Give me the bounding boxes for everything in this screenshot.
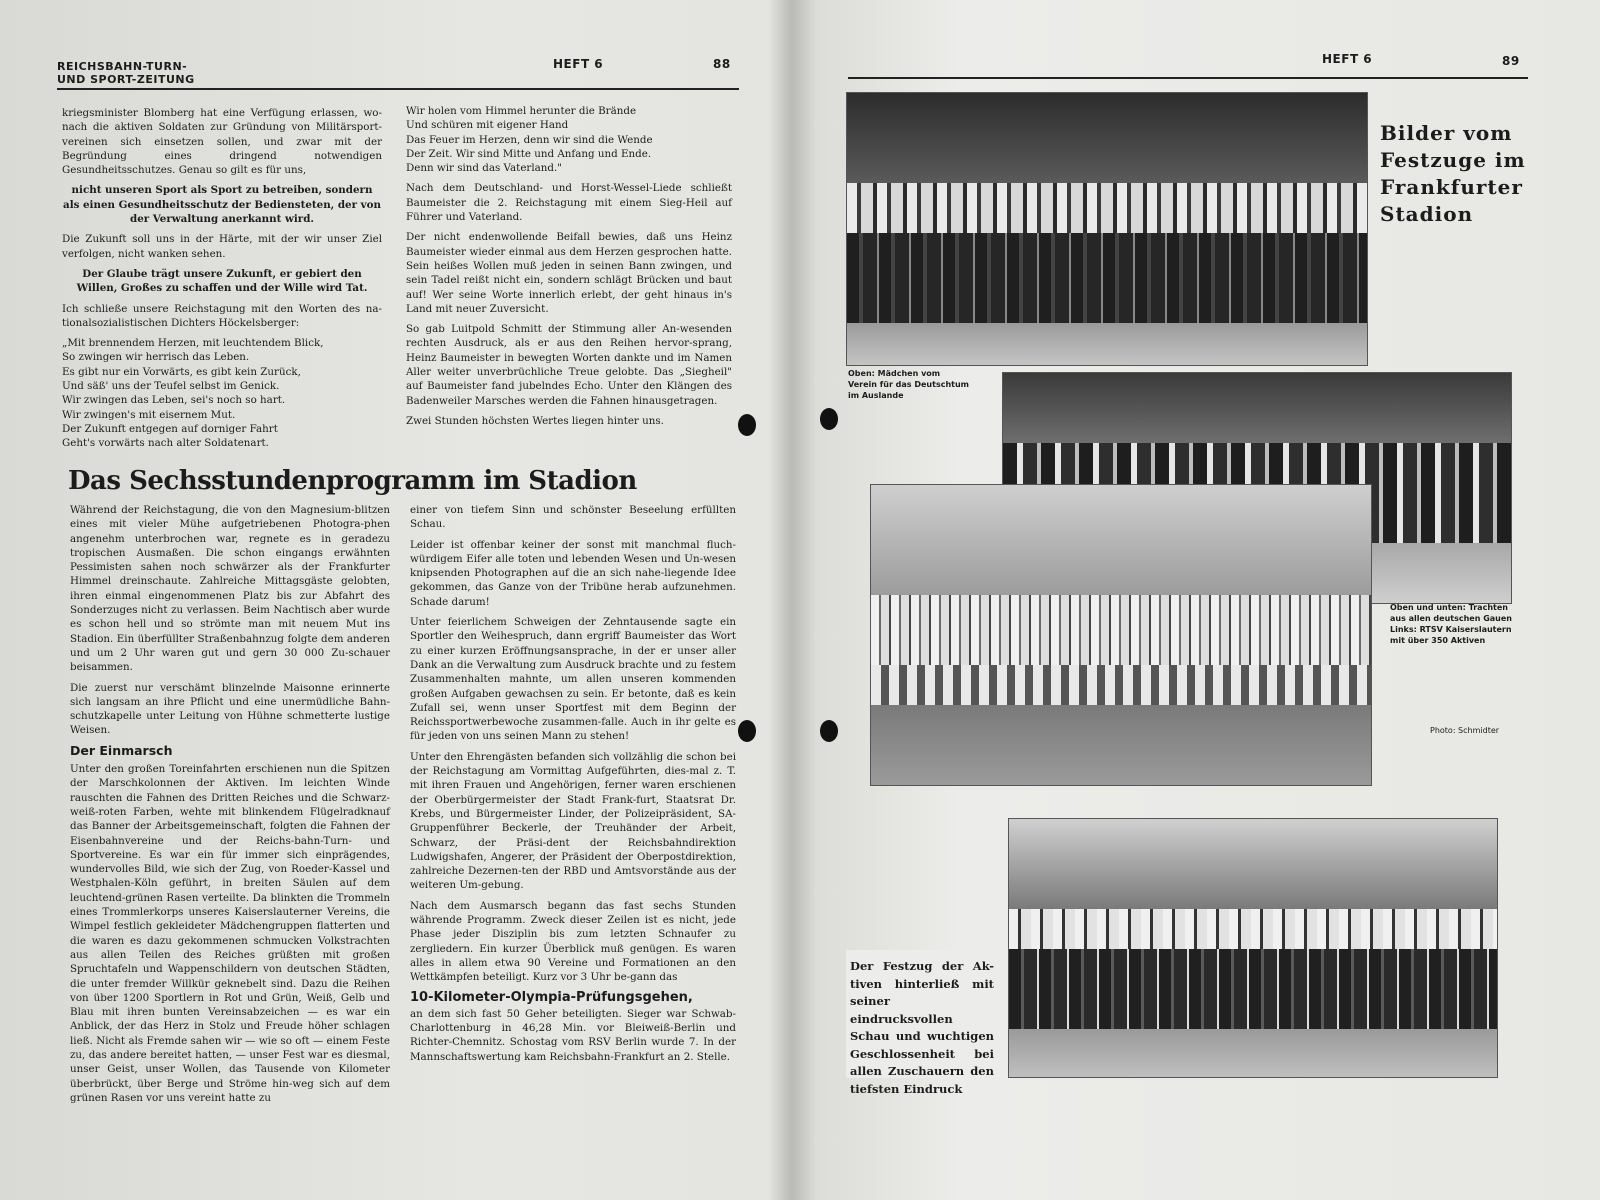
section-subheading: 10-Kilometer-Olympia-Prüfungsgehen, — [410, 989, 693, 1005]
paragraph: Unter den Ehrengästen befanden sich vollzählig die schon bei der Reichstagung am Vormittag Aufgeführten, dies-mal z. T. mit ihren Frauen und Angehörigen, ferner waren erschienen der Oberbürgermeister der Stadt Frank-furt, Staatsrat Dr. Krebs, und Bürgermeister Linder, der Polizeipräsident, SA-Gruppenführer Beckerle, der Treuhänder der Arbeit, Schwarz, der Präsi-dent der Reichsbahndirektion Ludwigshafen, Angerer, der Präsident der Oberpostdirektion, zahlreiche Dezernen-ten der RBD und Amtsvorstände aus der weiteren Um-gebung. — [410, 750, 736, 892]
photo-sky — [1009, 819, 1497, 909]
page-number: 89 — [1502, 54, 1520, 68]
poem-line: „Mit brennendem Herzen, mit leuchtendem Blick, — [62, 337, 324, 350]
header-publication-line1: REICHSBAHN-TURN- — [57, 60, 188, 73]
poem-line: Und säß' uns der Teufel selbst im Genick. — [62, 380, 280, 393]
paragraph: Die zuerst nur verschämt blinzelnde Maisonne erinnerte sich langsam an ihre Pflicht und eine unermüdliche Bahn-schutzkapelle unter Leitung von Hühne schmetterte lustige Weisen. — [70, 681, 390, 737]
caption-line: mit über 350 Aktiven — [1390, 636, 1486, 645]
poem-line: Geht's vorwärts nach alter Soldatenart. — [62, 437, 269, 450]
paragraph: Nach dem Deutschland- und Horst-Wessel-Liede schließt Baumeister die 2. Reichstagung mit einem Sieg-Heil auf Führer und Vaterland. — [406, 182, 732, 224]
photo-drummers-kaiserslautern — [870, 484, 1372, 786]
binder-hole — [738, 414, 756, 436]
emphasis-paragraph: Der Glaube trägt unsere Zukunft, er gebiert den Willen, Großes zu schaffen und der Wille wird Tat. — [76, 267, 368, 295]
poem-line: Wir zwingen das Leben, sei's noch so hart. — [62, 394, 286, 407]
article-headline: Das Sechsstundenprogramm im Stadion — [68, 466, 637, 496]
binder-hole — [820, 408, 838, 430]
right-page — [790, 0, 1590, 1200]
poem — [62, 336, 382, 450]
caption-line: aus allen deutschen Gauen — [1390, 614, 1512, 623]
header-rule — [57, 88, 739, 90]
photo-trees — [1003, 373, 1511, 443]
caption-line: Oben und unten: Trachten — [1390, 603, 1508, 612]
title-line: Festzuge im — [1380, 148, 1526, 172]
title-line: Frankfurter — [1380, 175, 1523, 199]
paragraph: Leider ist offenbar keiner der sonst mit manchmal fluch-würdigem Eifer alle toten und lebenden Wesen und Un-wesen knipsenden Photographen auf die an sich nahe-liegende Idee gekommen, das Ganze von der Tribüne herab aufzunehmen. Schade darum! — [410, 538, 736, 608]
poem-line: Es gibt nur ein Vorwärts, es gibt kein Zurück, — [62, 365, 301, 378]
photo-crowd-upper — [1009, 909, 1497, 949]
caption-line: Verein für das Deutschtum — [848, 380, 969, 389]
poem-line: Das Feuer im Herzen, denn wir sind die Wende — [406, 133, 653, 146]
section-subheading: Der Einmarsch — [70, 742, 173, 758]
photo-ground — [1009, 1029, 1497, 1077]
header-rule — [848, 77, 1528, 79]
photo-trees — [847, 93, 1367, 183]
header-issue: HEFT 6 — [553, 57, 604, 71]
photo-crowd-upper — [847, 183, 1367, 233]
paragraph: Unter feierlichem Schweigen der Zehntausende sagte ein Sportler den Weihespruch, dann ergriff Baumeister das Wort zu einer kurzen Eröffnungsansprache, in der er unser aller Dank an die Verwaltung zum Ausdruck brachte und zu festem Zusammenhalten mahnte, um allen unseren kommenden großen Aufgaben gewachsen zu sein. Er betonte, daß es kein Zufall sei, wenn unser Sportfest mit dem Beginn der Reichssportwerbewoche zusammen-falle. Auch in ihr gelte es für jeden von uns seinen Mann zu stehen! — [410, 616, 736, 743]
paragraph: So gab Luitpold Schmitt der Stimmung aller An-wesenden rechten Ausdruck, als er aus den Reihen hervor-sprang, Heinz Baumeister in bewegten Worten dankte und im Namen Aller weiter unverbrüchliche Treue gelobte. Das „Siegheil" auf Baumeister fand jubelndes Echo. Unter den Klängen des Badenweiler Marsches werden die Fahnen hinausgetragen. — [406, 323, 732, 407]
poem-line: Der Zeit. Wir sind Mitte und Anfang und Ende. — [406, 147, 652, 160]
photo-crowd-lower — [847, 233, 1367, 323]
photo-crowd-lower — [1009, 949, 1497, 1029]
caption-line: Oben: Mädchen vom — [848, 369, 941, 378]
caption-middle-photos — [1390, 602, 1520, 646]
photo-crowd — [871, 595, 1371, 665]
paragraph: Zwei Stunden höchsten Wertes liegen hinter uns. — [406, 414, 664, 427]
binder-hole — [738, 720, 756, 742]
caption-top-photo — [848, 368, 988, 401]
poem-line: Und schüren mit eigener Hand — [406, 119, 569, 132]
binder-hole — [820, 720, 838, 742]
poem-line: Der Zukunft entgegen auf dorniger Fahrt — [62, 422, 278, 435]
photo-festzug-flags — [1008, 818, 1498, 1078]
poem-line: Wir holen vom Himmel herunter die Brände — [406, 105, 637, 117]
column-right-bottom — [410, 503, 736, 1070]
poem-continued — [406, 104, 732, 175]
page-number: 88 — [713, 57, 731, 71]
caption-bottom-photo: Der Festzug der Ak-tiven hinterließ mit seiner eindrucksvollen Schau und wuchtigen Geschlossenheit bei allen Zuschauern den tiefsten Eindruck — [850, 959, 994, 1096]
caption-line: im Auslande — [848, 391, 904, 400]
paragraph: Nach dem Ausmarsch begann das fast sechs Stunden währende Programm. Zweck dieser Zeilen ist es nicht, jede Phase jeder Disziplin bis zum letzten Schnaufer zu zergliedern. Ein kurzer Überblick muß genügen. Es waren alles in allem etwa 90 Vereine und Formationen an den Wettkämpfen beteiligt. Kurz vor 3 Uhr be-gann das — [410, 899, 736, 984]
photo-ground — [871, 705, 1371, 785]
paragraph: Die Zukunft soll uns in der Härte, mit der wir unser Ziel verfolgen, nicht wanken sehen. — [62, 233, 382, 260]
title-line: Bilder vom — [1380, 121, 1513, 145]
paragraph: Der nicht endenwollende Beifall bewies, daß uns Heinz Baumeister wieder einmal aus dem Herzen gesprochen hatte. Sein heißes Wollen muß jeden in seinen Bann zwingen, und sein Tadel reißt nicht ein, sondern schlägt Brücken und baut auf! Wer seine Worte innerlich erlebt, der geht hinaus in's Land mit neuer Zuversicht. — [406, 231, 732, 315]
paragraph: Ich schließe unsere Reichstagung mit den Worten des na-tionalsozialistischen Dichters Höckelsberger: — [62, 302, 382, 329]
paragraph: Unter den großen Toreinfahrten erschienen nun die Spitzen der Marschkolonnen der Aktiven. Im leichten Winde rauschten die Fahnen des Dritten Reiches und die Schwarz-weiß-roten Farben, wehte mit blinkendem Flügelradknauf das Banner der Arbeitsgemeinschaft, folgten die Fahnen der Eisenbahnvereine und der Reichs-bahn-Turn- und Sportvereine. Es war ein für immer sich einprägendes, wundervolles Bild, wie sich der Zug, von Roeder-Kassel und Westphalen-Köln geführt, in breiten Säulen auf dem leuchtend-grünen Rasen verteilte. Da blinkten die Trommeln eines Trommlerkorps unseres Kaiserslauterner Vereins, die Wimpel festlich gekleideter Mädchengruppen flatterten und die waren es dazu gekommenen schmucken Volkstrachten aus allen Teilen des Reiches grüßten mit großen Spruchtafeln und Wappenschildern von deutschen Städten, die unter fremder Willkür geknebelt sind. Dazu die Reihen von über 1200 Sportlern in Rot und Grün, Weiß, Gelb und Blau mit ihren bunten Vereinsabzeichen — es war ein Anblick, der das Herz in Stolz und Freude höher schlagen ließ. Nicht als Fremde sahen wir — wie so oft — einem Feste zu, das andere bereitet hatten, — unser Fest war es diesmal, unser Geist, unser Wollen, das Tausende von Kilometer überbrückt, über Berge und Ströme hin-weg sich auf dem grünen Rasen vor uns vereint hatte zu — [70, 763, 390, 1104]
title-line: Stadion — [1380, 202, 1474, 226]
photo-page-title — [1380, 120, 1580, 228]
photo-credit: Photo: Schmidter — [1430, 726, 1500, 735]
photo-drums — [871, 665, 1371, 705]
column-right-top — [406, 104, 732, 434]
header-issue: HEFT 6 — [1322, 52, 1373, 66]
column-left-top — [62, 106, 382, 451]
caption-line: Links: RTSV Kaiserslautern — [1390, 625, 1512, 634]
column-left-bottom — [70, 503, 390, 1111]
emphasis-paragraph: nicht unseren Sport als Sport zu betreiben, sondern als einen Gesundheitsschutz der Bediensteten, der von der Verwaltung anerkannt wird. — [63, 184, 381, 226]
paragraph: Während der Reichstagung, die von den Magnesium-blitzen eines mit vieler Mühe aufgetriebenen Photogra-phen angenehm unterbrochen war, regnete es in geradezu tropischen Ausmaßen. Die schon eingangs erwähnten Pessimisten sahen noch schwärzer als der Frankfurter Himmel dreinschaute. Zahlreiche Mittagsgäste gelobten, ihren einmal eingenommenen Platz bis zur Abfahrt des Sonderzuges nicht zu verlassen. Beim Nachtisch aber wurde es schon hell und so strömte man mit neuem Mut ins Stadion. Ein überfüllter Straßenbahnzug folgte dem anderen und um 2 Uhr waren gut und gern 30 000 Zu-schauer beisammen. — [70, 504, 390, 674]
header-publication-line2: UND SPORT-ZEITUNG — [57, 73, 195, 86]
photo-girls-with-flags — [846, 92, 1368, 366]
photo-sky — [871, 485, 1371, 595]
poem-line: Denn wir sind das Vaterland." — [406, 162, 562, 175]
poem-line: Wir zwingen's mit eisernem Mut. — [62, 408, 236, 421]
paragraph: kriegsminister Blomberg hat eine Verfügung erlassen, wo-nach die aktiven Soldaten zur Gründung von Militärsport-vereinen sich einsetzen sollen, und zwar mit der Begründung eines dringend notwendigen Gesundheitsschutzes. Genau so gilt es für uns, — [62, 107, 382, 177]
paragraph: einer von tiefem Sinn und schönster Beseelung erfüllten Schau. — [410, 504, 736, 531]
left-page — [0, 0, 780, 1200]
poem-line: So zwingen wir herrisch das Leben. — [62, 351, 250, 364]
paragraph: an dem sich fast 50 Geher beteiligten. Sieger war Schwab-Charlottenburg in 46,28 Min. vor Bleiweiß-Berlin und Richter-Chemnitz. Schostag vom RSV Berlin wurde 7. In der Mannschaftswertung kam Reichsbahn-Frankfurt an 2. Stelle. — [410, 1007, 736, 1063]
photo-ground — [847, 323, 1367, 365]
